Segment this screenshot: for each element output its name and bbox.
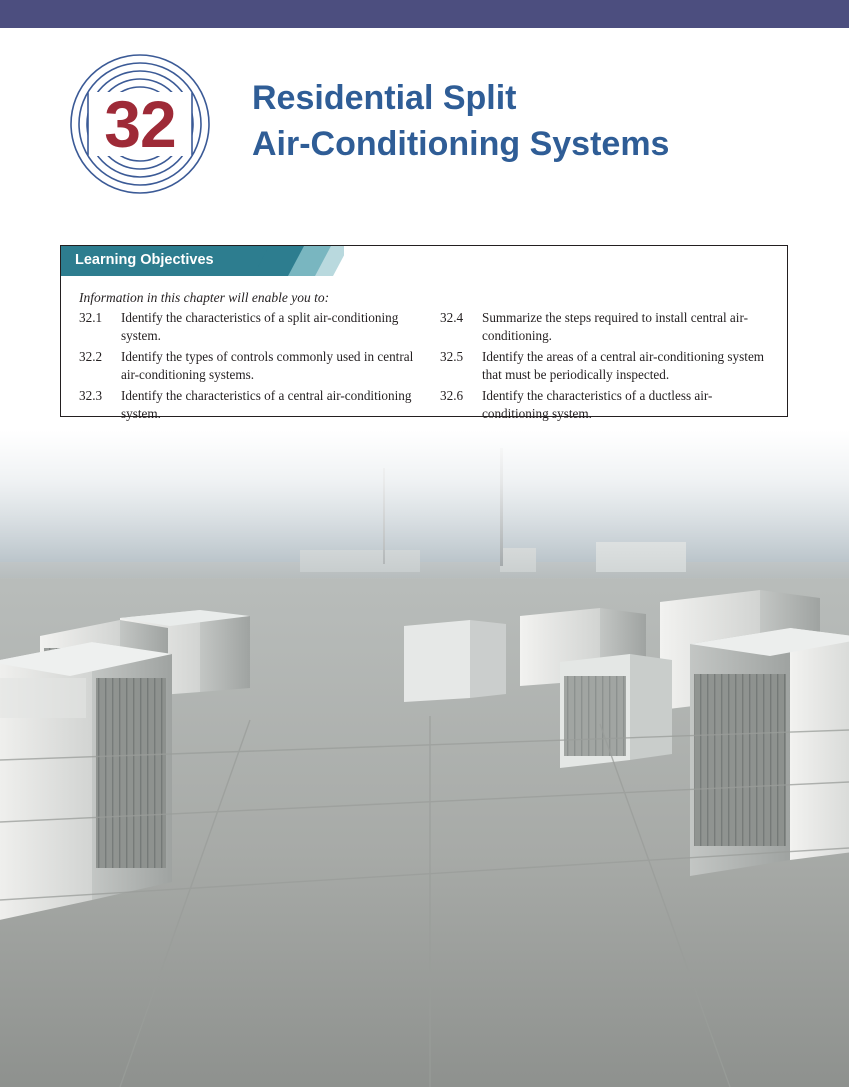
chapter-header	[70, 48, 790, 208]
objective-number: 32.6	[440, 388, 464, 404]
objective-text: Identify the areas of a central air-conditioning system that must be periodically inspected.	[482, 349, 765, 382]
objective-text: Identify the characteristics of a central air-conditioning system.	[121, 388, 412, 421]
learning-objectives-intro: Information in this chapter will enable you to:	[79, 290, 330, 305]
chapter-title-line-1: Residential Split	[252, 79, 517, 117]
list-item	[79, 387, 418, 422]
objective-number: 32.4	[440, 310, 464, 325]
learning-objectives-box	[60, 245, 788, 421]
objective-text: Summarize the steps required to install central air-conditioning.	[482, 310, 748, 343]
objective-number: 32.1	[79, 310, 103, 325]
list-item	[79, 348, 418, 383]
chapter-opener-photo	[0, 430, 849, 1087]
list-item	[440, 387, 779, 422]
objective-text: Identify the types of controls commonly used in central air-conditioning systems.	[121, 349, 414, 382]
learning-objectives-title: Learning Objectives	[75, 252, 214, 268]
list-item	[79, 309, 418, 344]
objective-text: Identify the characteristics of a ductless air-conditioning system.	[482, 388, 713, 421]
list-item	[440, 309, 779, 344]
objective-number: 32.2	[79, 349, 103, 365]
list-item	[440, 348, 779, 383]
page-top-bar	[0, 0, 849, 28]
chapter-number: 32	[104, 87, 176, 161]
chapter-title-line-2: Air-Conditioning Systems	[252, 124, 670, 163]
chapter-title	[252, 76, 792, 168]
objective-number: 32.3	[79, 388, 103, 404]
learning-objectives-column-left	[79, 309, 418, 426]
objective-number: 32.5	[440, 349, 464, 365]
learning-objectives-column-right	[440, 309, 779, 426]
learning-objectives-columns	[79, 309, 779, 426]
objective-text: Identify the characteristics of a split air-conditioning system.	[121, 310, 399, 343]
